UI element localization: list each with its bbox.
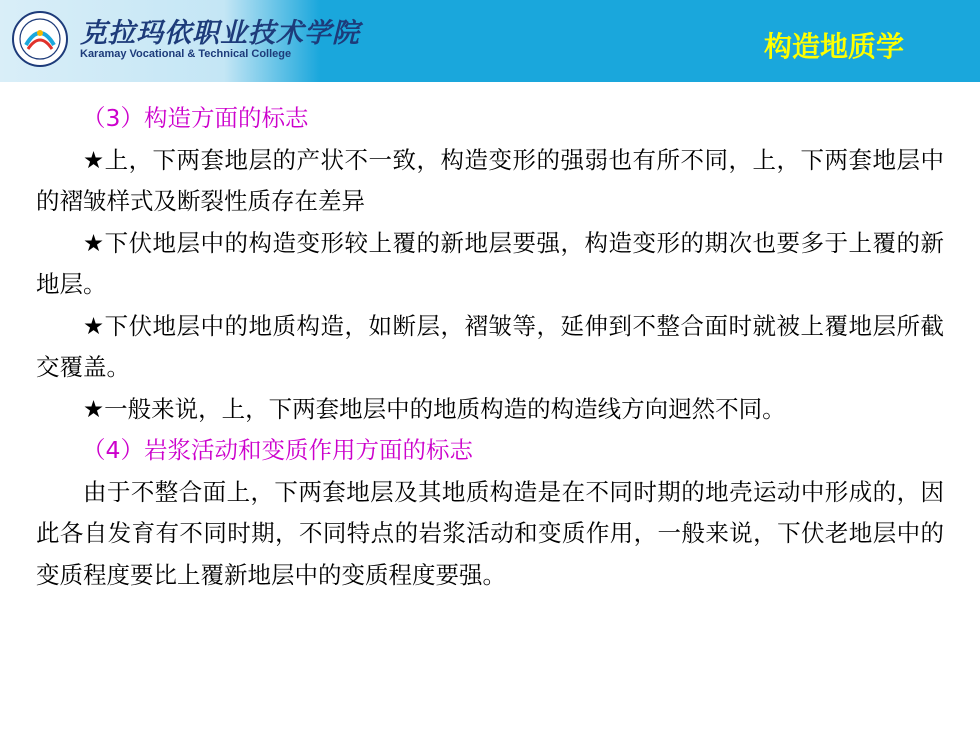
paragraph-4: ★一般来说，上，下两套地层中的地质构造的构造线方向迥然不同。 xyxy=(83,394,786,423)
header-bar xyxy=(0,0,980,82)
college-name-cn: 克拉玛依职业技术学院 xyxy=(80,18,360,49)
college-name-en: Karamay Vocational & Technical College xyxy=(80,48,292,60)
college-seal-icon xyxy=(12,11,68,67)
paragraph-5: 由于不整合面上，下两套地层及其地质构造是在不同时期的地壳运动中形成的，因此各自发育有不同时期，不同特点的岩浆活动和变质作用，一般来说，下伏老地层中的变质程度要比上覆新地层中的变质程度要强。 xyxy=(36,477,944,589)
paragraph-1: ★上，下两套地层的产状不一致，构造变形的强弱也有所不同，上，下两套地层中的褶皱样式及断裂性质存在差异 xyxy=(36,145,944,215)
section-heading-3: （3）构造方面的标志 xyxy=(82,104,309,132)
slide-content xyxy=(36,98,944,596)
paragraph-3: ★下伏地层中的地质构造，如断层，褶皱等，延伸到不整合面时就被上覆地层所截交覆盖。 xyxy=(36,311,944,381)
section-heading-4: （4）岩浆活动和变质作用方面的标志 xyxy=(82,436,473,464)
paragraph-2: ★下伏地层中的构造变形较上覆的新地层要强，构造变形的期次也要多于上覆的新地层。 xyxy=(36,228,944,298)
course-title: 构造地质学 xyxy=(763,30,904,63)
logo-area xyxy=(0,0,360,82)
